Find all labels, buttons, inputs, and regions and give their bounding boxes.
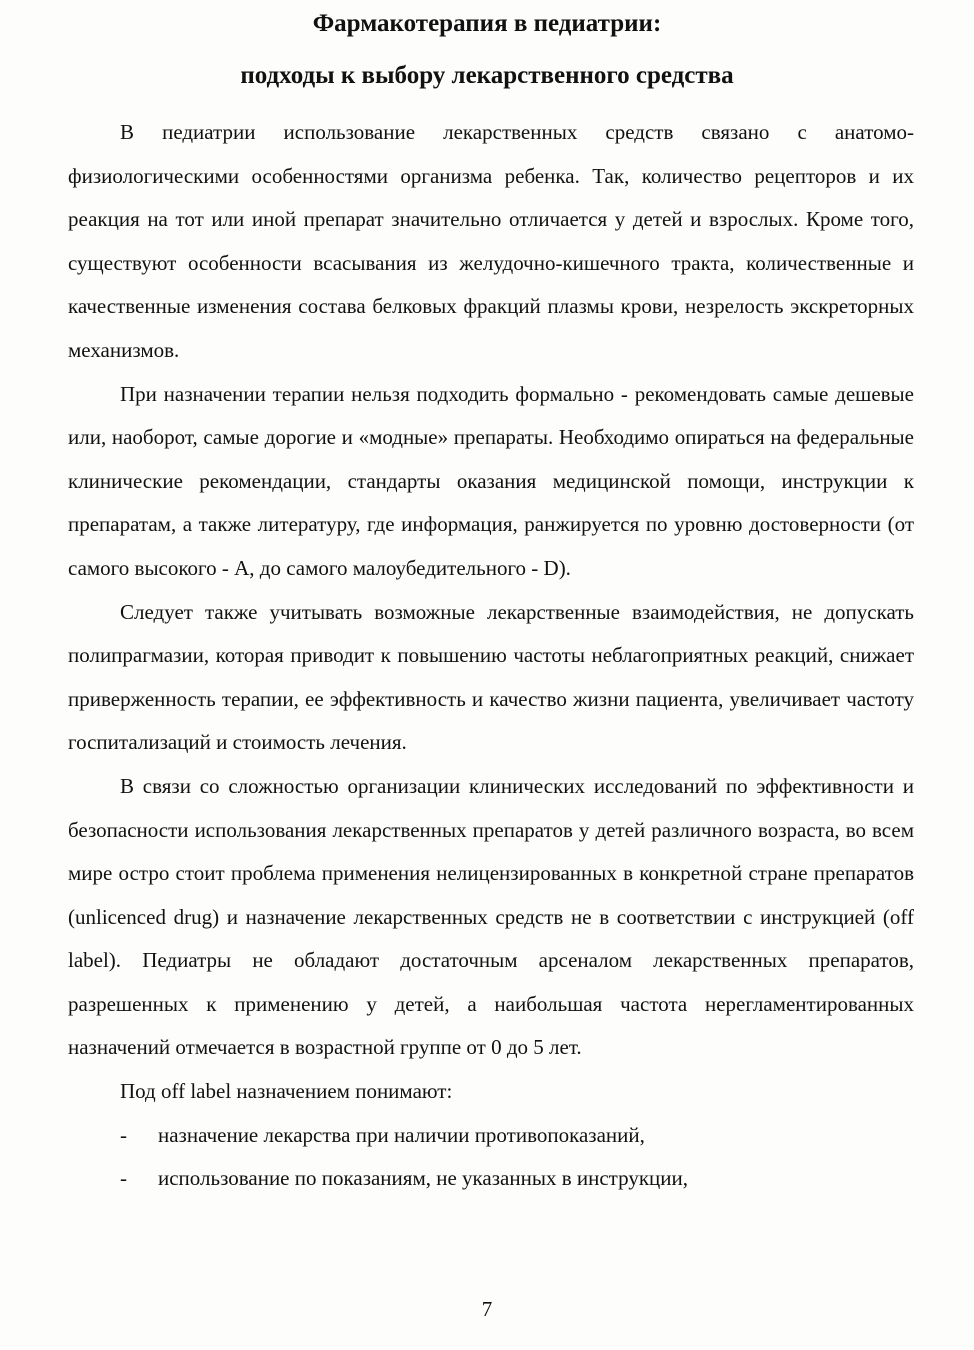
paragraph-3: Следует также учитывать возможные лекарственные взаимодействия, не допускать полипрагмазии, которая приводит к повышению частоты неблагоприятных реакций, снижает приверженность терапии, ее эффективность и качество жизни пациента, увеличивает частоту госпитализаций и стоимость лечения. [68, 599, 914, 755]
paragraph-1: В педиатрии использование лекарственных средств связано с анатомо-физиологическими особенностями организма ребенка. Так, количество рецепторов и их реакция на тот или иной препарат значительно отличается у детей и взрослых. Кроме того, существуют особенности всасывания из желудочно-кишечного тракта, количественные и качественные изменения состава белковых фракций плазмы крови, незрелость экскреторных механизмов. [68, 120, 914, 362]
page-title-line-2: подходы к выбору лекарственного средства [240, 62, 734, 89]
bullet-dash: - [120, 1166, 127, 1191]
list-item-text: использование по показаниям, не указанных в инструкции, [158, 1166, 688, 1191]
list-item [68, 1157, 914, 1201]
paragraph-5: Под off label назначением понимают: [120, 1079, 453, 1104]
page-number: 7 [481, 1297, 493, 1321]
paragraph-2: При назначении терапии нельзя подходить формально - рекомендовать самые дешевые или, наоборот, самые дорогие и «модные» препараты. Необходимо опираться на федеральные клинические рекомендации, стандарты оказания медицинской помощи, инструкции к препаратам, а также литературу, где информация, ранжируется по уровню достоверности (от самого высокого - А, до самого малоубедительного - D). [68, 381, 914, 580]
list-item-text: назначение лекарства при наличии противопоказаний, [158, 1122, 645, 1147]
page-title-line-1: Фармакотерапия в педиатрии: [312, 10, 662, 37]
bullet-dash: - [120, 1122, 127, 1147]
paragraph-4: В связи со сложностью организации клинических исследований по эффективности и безопасности использования лекарственных препаратов у детей различного возраста, во всем мире остро стоит проблема применения нелицензированных в конкретной стране препаратов (unlicenced drug) и назначение лекарственных средств не в соответствии с инструкцией (off label). Педиатры не обладают достаточным арсеналом лекарственных препаратов, разрешенных к применению у детей, а наибольшая частота нерегламентированных назначений отмечается в возрастной группе от 0 до 5 лет. [68, 773, 914, 1060]
document-body [68, 111, 914, 1201]
off-label-list [68, 1114, 914, 1201]
list-item [68, 1114, 914, 1158]
